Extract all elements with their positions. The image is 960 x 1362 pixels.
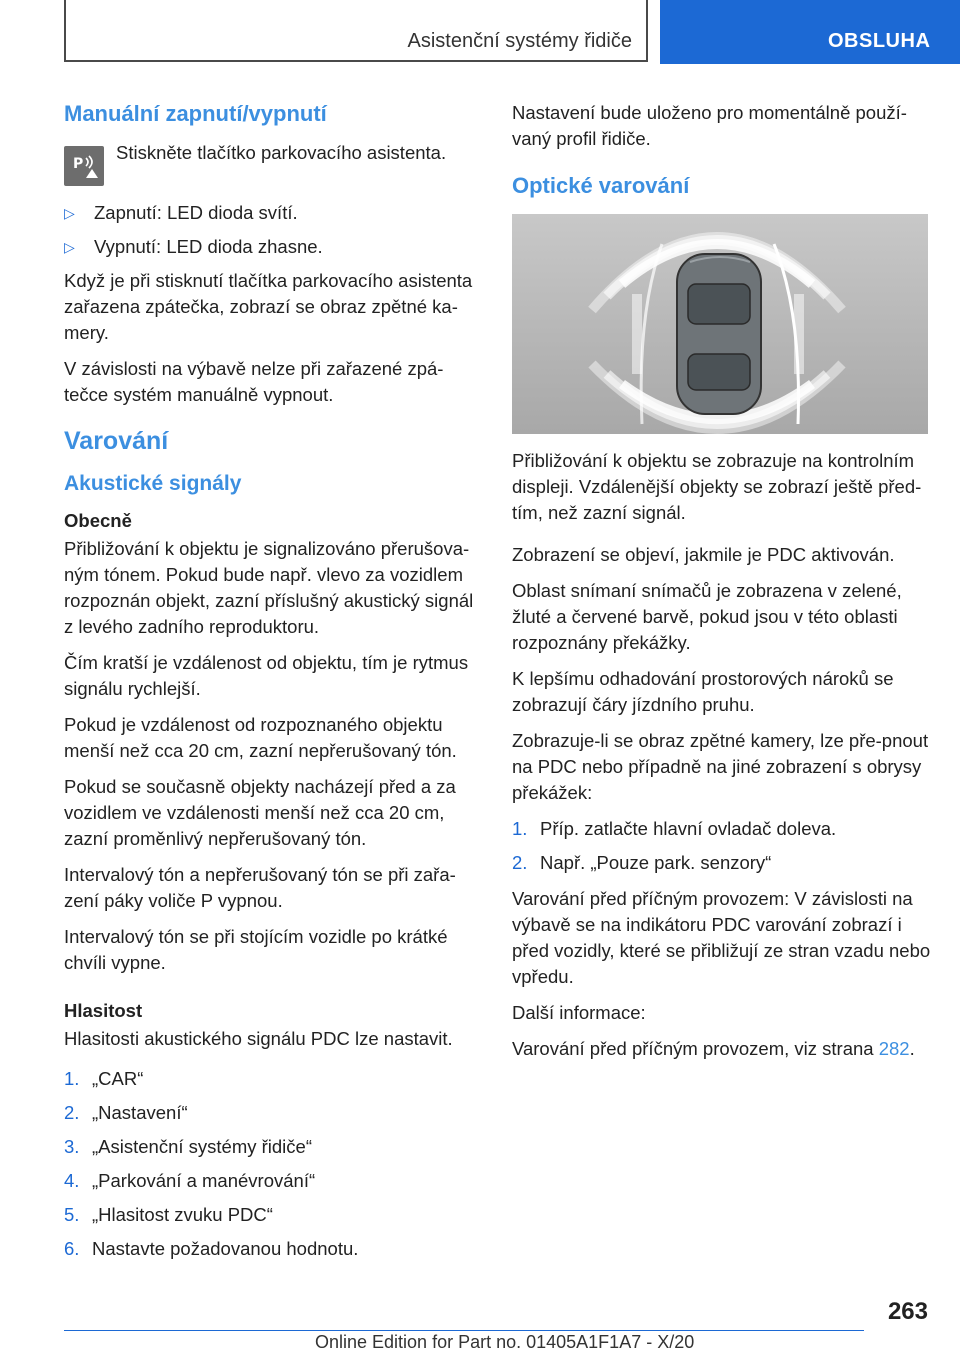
- cross-reference-text: Varování před příčným provozem, viz strana: [512, 1038, 879, 1059]
- step-number: 2.: [512, 852, 528, 873]
- step-text: „Hlasitost zvuku PDC“: [92, 1204, 273, 1225]
- list-item: [64, 1134, 482, 1160]
- parking-assistant-button-icon: [64, 146, 104, 186]
- paragraph-standstill: Intervalový tón se při stojícím vozidle po krátké chvíli vypne.: [64, 926, 448, 973]
- heading-warning: Varování: [64, 427, 169, 455]
- paragraph-lane-lines: K lepšímu odhadování prostorových nároků se zobrazují čáry jízdního pruhu.: [512, 668, 894, 715]
- icon-instruction-text: Stiskněte tlačítko parkovacího asistenta.: [116, 142, 447, 163]
- paragraph-more-info: Další informace:: [512, 1002, 646, 1023]
- step-number: 1.: [64, 1068, 80, 1089]
- pdc-display-car-top-view: [512, 214, 928, 434]
- svg-text:P: P: [73, 156, 84, 172]
- step-text: „Asistenční systémy řidiče“: [92, 1136, 312, 1157]
- bullet-led-off: [64, 234, 482, 260]
- paragraph-switch-view: Zobrazuje-li se obraz zpětné kamery, lze pře-pnout na PDC nebo případně na jiné zobrazení s obrysy překážek:: [512, 730, 929, 803]
- paragraph-rhythm: Čím kratší je vzdálenost od objektu, tím je rytmus signálu rychlejší.: [64, 652, 469, 699]
- step-text: Příp. zatlačte hlavní ovladač doleva.: [540, 818, 837, 839]
- bullet-text: Zapnutí: LED dioda svítí.: [94, 202, 298, 223]
- step-text: „CAR“: [92, 1068, 144, 1089]
- paragraph-approach-signal: Přibližování k objektu je signalizováno přerušova-ným tónem. Pokud bude např. vlevo za vozidlem rozpoznán objekt, zazní příslušný akustický signál z levého zadního reproduktoru.: [64, 538, 474, 637]
- paragraph-sensor-colors: Oblast snímaní snímačů je zobrazena v zelené, žluté a červené barvě, pokud jsou v této oblasti rozpoznány překážky.: [512, 580, 902, 653]
- page-link-282[interactable]: 282: [878, 1038, 910, 1059]
- subheading-general: Obecně: [64, 510, 132, 531]
- header-section-title: Asistenční systémy řidiče: [407, 30, 632, 52]
- paragraph-profile-saved: Nastavení bude uloženo pro momentálně použí-vaný profil řidiče.: [512, 102, 907, 149]
- list-item: [64, 1066, 482, 1092]
- step-number: 1.: [512, 818, 528, 839]
- heading-optical-warning: Optické varování: [512, 173, 690, 198]
- icon-instruction: [64, 140, 482, 186]
- heading-manual-toggle: Manuální zapnutí/vypnutí: [64, 101, 327, 126]
- step-text: „Parkování a manévrování“: [92, 1170, 316, 1191]
- step-number: 3.: [64, 1136, 80, 1157]
- triangle-bullet-icon: ▷: [64, 205, 75, 221]
- list-item: [64, 1236, 482, 1262]
- paragraph-display-approach: Přibližování k objektu se zobrazuje na kontrolním displeji. Vzdálenější objekty se zobrazí ještě před-tím, než zazní signál.: [512, 450, 922, 523]
- list-item: [512, 816, 932, 842]
- footer-edition: Online Edition for Part no. 01405A1F1A7 - X/20: [315, 1332, 695, 1352]
- bullet-led-on: [64, 200, 482, 226]
- footer-divider: [64, 1330, 864, 1331]
- right-column: [512, 100, 932, 1072]
- subheading-volume: Hlasitost: [64, 1000, 143, 1021]
- step-text: „Nastavení“: [92, 1102, 188, 1123]
- paragraph-continuous-tone: Pokud je vzdálenost od rozpoznaného objektu menší než cca 20 cm, zazní nepřerušovaný tón.: [64, 714, 457, 761]
- header-tab-label: OBSLUHA: [828, 30, 931, 52]
- step-number: 6.: [64, 1238, 80, 1259]
- list-item: [64, 1202, 482, 1228]
- header-frame: [64, 0, 648, 62]
- paragraph-selector-p: Intervalový tón a nepřerušovaný tón se při zařa-zení páky voliče P vypnou.: [64, 864, 456, 911]
- paragraph-display-appears: Zobrazení se objeví, jakmile je PDC aktivován.: [512, 544, 895, 565]
- heading-acoustic-signals: Akustické signály: [64, 472, 242, 495]
- step-number: 4.: [64, 1170, 80, 1191]
- step-text: Nastavte požadovanou hodnotu.: [92, 1238, 359, 1259]
- list-item: [64, 1100, 482, 1126]
- paragraph-reverse-camera: Když je při stisknutí tlačítka parkovacího asistenta zařazena zpátečka, zobrazí se obraz zpětné ka-mery.: [64, 270, 473, 343]
- volume-steps-list: [64, 1066, 482, 1262]
- list-item: [512, 850, 932, 876]
- step-number: 5.: [64, 1204, 80, 1225]
- header-tab-obsluha[interactable]: [660, 0, 960, 64]
- cross-reference-period: .: [909, 1038, 915, 1059]
- paragraph-cross-reference: [512, 1036, 932, 1062]
- paragraph-front-rear: Pokud se současně objekty nacházejí před a za vozidlem ve vzdálenosti menší než cca 20 cm, zazní proměnlivý nepřerušovaný tón.: [64, 776, 456, 849]
- bullet-text: Vypnutí: LED dioda zhasne.: [94, 236, 323, 257]
- list-item: [64, 1168, 482, 1194]
- paragraph-no-manual-off: V závislosti na výbavě nelze při zařazené zpá-tečce systém manuálně vypnout.: [64, 358, 444, 405]
- page-number: 263: [887, 1298, 928, 1325]
- step-text: Např. „Pouze park. senzory“: [540, 852, 772, 873]
- step-number: 2.: [64, 1102, 80, 1123]
- paragraph-volume: Hlasitosti akustického signálu PDC lze nastavit.: [64, 1028, 453, 1049]
- switch-steps-list: [512, 816, 932, 876]
- triangle-bullet-icon: ▷: [64, 239, 75, 255]
- left-column: [64, 100, 482, 1272]
- paragraph-cross-traffic: Varování před příčným provozem: V závislosti na výbavě se na indikátoru PDC varování zobrazí i před vozidly, které se přibližují ze stran vzadu nebo vpředu.: [512, 888, 931, 987]
